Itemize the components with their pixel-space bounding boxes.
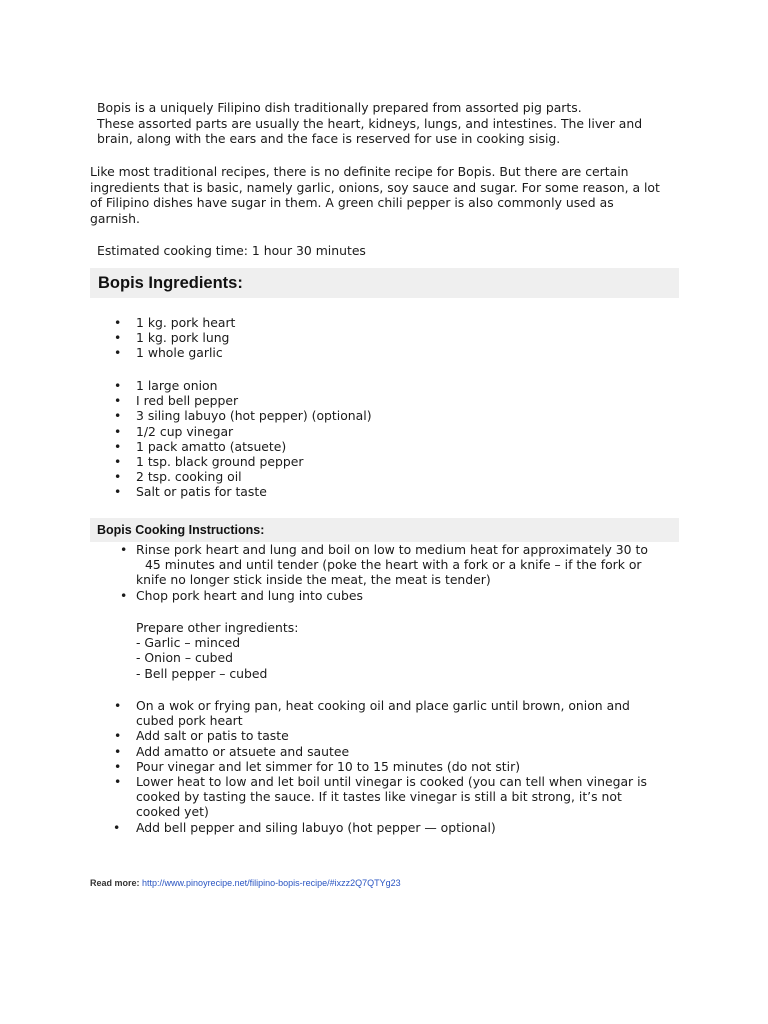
list-item: • Rinse pork heart and lung and boil on low to medium heat for approximately 30 to 45 minutes and until tender (poke the heart with a fork or a knife – if the fork or knife no longer stick inside the meat, the meat is tender) — [120, 542, 648, 588]
list-item: • 1/2 cup vinegar — [114, 423, 234, 439]
list-item: • On a wok or frying pan, heat cooking oil and place garlic until brown, onion and cubed pork heart — [114, 698, 630, 729]
description-line: garnish. — [90, 210, 140, 226]
ingredients-heading: Bopis Ingredients: — [90, 268, 679, 298]
intro-line: Bopis is a uniquely Filipino dish traditionally prepared from assorted pig parts. — [97, 100, 582, 115]
list-item: • I red bell pepper — [114, 393, 239, 409]
prepare-line: - Bell pepper – cubed — [136, 665, 268, 681]
list-item: • 1 whole garlic — [114, 345, 223, 361]
prepare-line: - Garlic – minced — [136, 635, 241, 651]
list-item: • 1 pack amatto (atsuete) — [114, 438, 287, 454]
prepare-line: Prepare other ingredients: — [136, 620, 299, 635]
description-paragraph — [90, 164, 690, 226]
list-item: • Add amatto or atsuete and sautee — [114, 743, 350, 759]
prepare-block — [136, 620, 298, 681]
read-more — [90, 877, 401, 889]
cooking-time: Estimated cooking time: 1 hour 30 minutes — [97, 243, 366, 258]
list-item: • 1 kg. pork lung — [114, 330, 230, 346]
description-line: of Filipino dishes have sugar in them. A green chili pepper is also commonly used as — [90, 195, 614, 210]
list-item: • Lower heat to low and let boil until vinegar is cooked (you can tell when vinegar is cooked by tasting the sauce. If it tastes like vinegar is still a bit strong, it’s not cooked yet) — [114, 774, 647, 820]
list-item: • Add salt or patis to taste — [114, 728, 289, 744]
ingredients-list-2 — [114, 378, 372, 500]
list-item: • Salt or patis for taste — [114, 484, 267, 500]
list-item: • 2 tsp. cooking oil — [114, 469, 242, 485]
list-item: • Chop pork heart and lung into cubes — [120, 587, 363, 603]
instructions-heading: Bopis Cooking Instructions: — [90, 518, 679, 542]
ingredients-list-1 — [114, 315, 235, 361]
read-more-link[interactable]: http://www.pinoyrecipe.net/filipino-bopis-recipe/#ixzz2Q7QTYg23 — [142, 878, 401, 888]
intro-line: These assorted parts are usually the heart, kidneys, lungs, and intestines. The liver and — [97, 115, 643, 131]
description-line: Like most traditional recipes, there is no definite recipe for Bopis. But there are certain — [90, 164, 629, 179]
list-item: • Pour vinegar and let simmer for 10 to 15 minutes (do not stir) — [114, 758, 521, 774]
intro-line: brain, along with the ears and the face is reserved for use in cooking sisig. — [97, 131, 561, 146]
list-item: • Add bell pepper and siling labuyo (hot pepper — optional) — [113, 819, 496, 835]
instructions-list-1 — [114, 542, 674, 603]
list-item: • 1 tsp. black ground pepper — [114, 454, 304, 470]
list-item: • 3 siling labuyo (hot pepper) (optional) — [114, 408, 372, 424]
prepare-line: - Onion – cubed — [136, 650, 233, 666]
intro-paragraph — [97, 100, 697, 147]
list-item: • 1 kg. pork heart — [114, 315, 236, 330]
list-item: • 1 large onion — [114, 378, 218, 393]
read-more-label: Read more: — [90, 878, 140, 888]
instructions-list-2 — [114, 698, 674, 835]
description-line: ingredients that is basic, namely garlic, onions, soy sauce and sugar. For some reason, a lot — [90, 179, 660, 195]
